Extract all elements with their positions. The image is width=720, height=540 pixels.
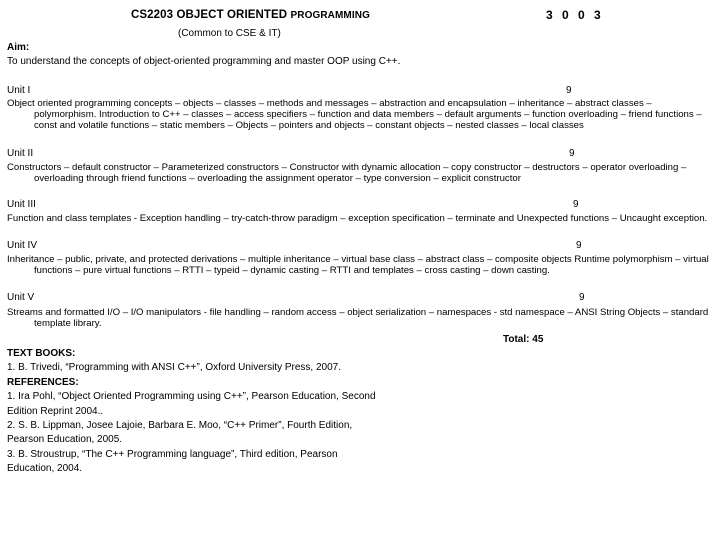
references-heading: REFERENCES: [7, 376, 79, 388]
textbooks-heading: TEXT BOOKS: [7, 348, 76, 359]
aim-label: Aim: [7, 42, 30, 53]
unit-content: Inheritance – public, private, and protected derivations – multiple inheritance – virtual base class – abstract class – composite objects Runtime polymorphism – virtual functions – pure virtual functions – RTTI – typeid – dynamic casting – RTTI and templates – cross casting – down casting. [7, 254, 709, 277]
unit-content: Constructors – default constructor – Parameterized constructors – Constructor with dynamic allocation – copy constructor – destructors – operator overloading – overloading through friend functions – overloading the assignment operator – type conversion – explicit constructor [7, 162, 687, 185]
course-title-small: PROGRAMMING [290, 10, 370, 21]
unit-label: Unit III [7, 199, 36, 210]
reference-line: 2. S. B. Lippman, Josee Lajoie, Barbara E. Moo, “C++ Primer”, Fourth Edition, [7, 420, 353, 432]
unit-content: Object oriented programming concepts – objects – classes – methods and messages – abstraction and encapsulation – inheritance – abstract classes – polymorphism. Introduction to C++ – classes – access specifiers – function and data members – default arguments – function overloading – friend functions – const and volatile functions – static members – Objects – pointers and objects – constant objects – nested classes – local classes [7, 98, 702, 132]
unit-hours: 9 [566, 85, 572, 96]
course-title [131, 9, 370, 21]
unit-hours: 9 [579, 292, 585, 303]
course-credits: 3 0 0 3 [546, 8, 604, 22]
unit-hours: 9 [569, 148, 575, 159]
unit-label: Unit V [7, 292, 35, 303]
unit-hours: 9 [576, 240, 582, 251]
books-section [7, 347, 427, 477]
unit-label: Unit II [7, 148, 34, 159]
course-subtitle: (Common to CSE & IT) [178, 28, 281, 39]
reference-line: 1. Ira Pohl, “Object Oriented Programming using C++”, Pearson Education, Second [7, 391, 376, 403]
unit-label: Unit I [7, 85, 31, 96]
aim-text: To understand the concepts of object-oriented programming and master OOP using C++. [7, 56, 401, 67]
course-title-main: CS2203 OBJECT ORIENTED [131, 9, 288, 21]
reference-line: Edition Reprint 2004.. [7, 405, 104, 417]
unit-content: Streams and formatted I/O – I/O manipulators - file handling – random access – object serialization – namespaces - std namespace – ANSI String Objects – standard template library. [7, 307, 709, 330]
reference-line: Education, 2004. [7, 463, 83, 475]
textbook-item: 1. B. Trivedi, “Programming with ANSI C++”, Oxford University Press, 2007. [7, 362, 342, 374]
total-hours: Total: 45 [503, 334, 544, 345]
unit-content: Function and class templates - Exception handling – try-catch-throw paradigm – exception specification – terminate and Unexpected functions – Uncaught exception. [7, 213, 708, 224]
unit-hours: 9 [573, 199, 579, 210]
reference-line: 3. B. Stroustrup, “The C++ Programming language”, Third edition, Pearson [7, 448, 338, 460]
unit-label: Unit IV [7, 240, 38, 251]
reference-line: Pearson Education, 2005. [7, 434, 123, 446]
